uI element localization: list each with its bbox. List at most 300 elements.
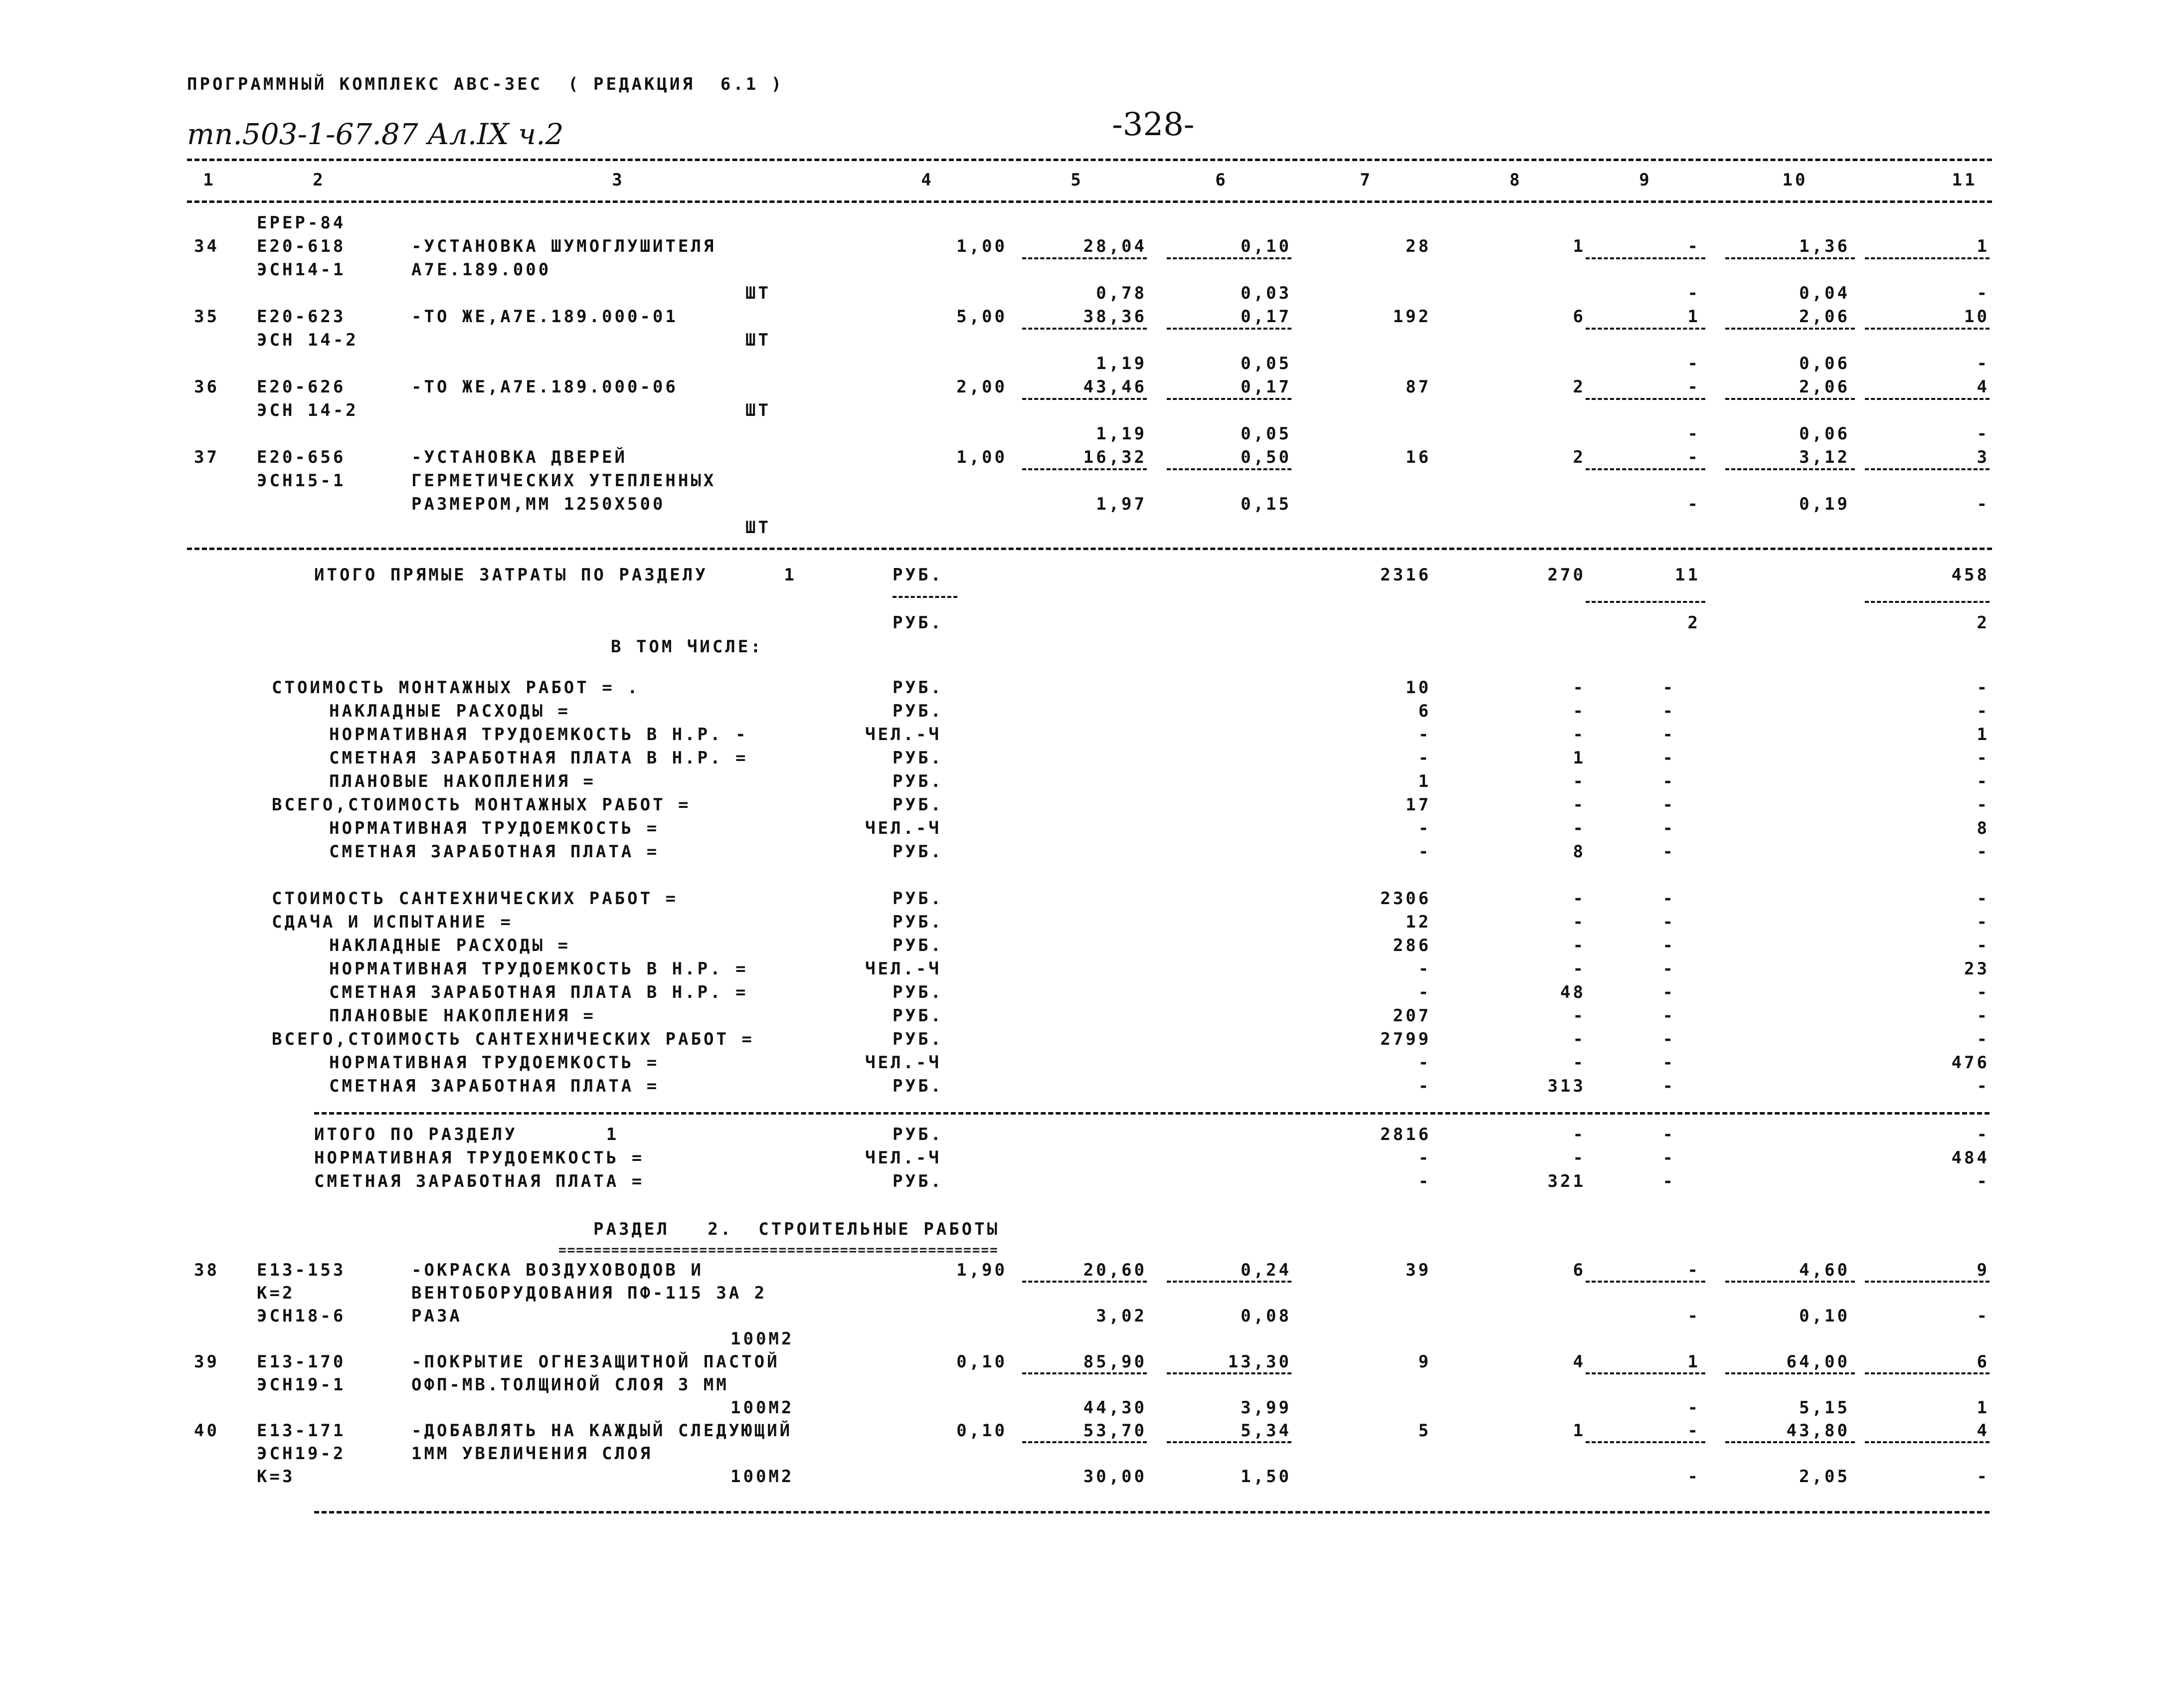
item-row-s2-description: 1ММ УВЕЛИЧЕНИЯ СЛОЯ	[411, 1444, 653, 1464]
item-row-s2-col9-divider	[1586, 1281, 1705, 1283]
summary-col11: -	[1977, 771, 1990, 791]
item-row-col6: 0,05	[1241, 424, 1291, 444]
item-row-col6: 0,17	[1241, 307, 1291, 327]
item-row-col5: 1,19	[1096, 354, 1147, 374]
section-total-col11: 484	[1951, 1148, 1990, 1168]
item-row-col6: 0,17	[1241, 377, 1291, 397]
direct-costs-unit-2: РУБ.	[893, 613, 943, 633]
item-row-col9-divider	[1586, 328, 1705, 330]
summary-unit: РУБ.	[893, 795, 943, 815]
summary-col8: -	[1573, 1053, 1586, 1073]
item-row-col4: 1,00	[956, 447, 1007, 467]
summary-col7: 286	[1393, 936, 1431, 955]
item-row-s2-description: 100М2	[730, 1398, 794, 1418]
item-row-s2-col11: 6	[1977, 1352, 1990, 1372]
summary-col9: -	[1662, 889, 1675, 909]
item-row-s2-col8: 4	[1573, 1352, 1586, 1372]
column-header-5: 5	[1071, 170, 1084, 190]
item-row-s2-col11: -	[1977, 1467, 1990, 1487]
summary-label: НАКЛАДНЫЕ РАСХОДЫ =	[329, 701, 570, 721]
section-total-label: СМЕТНАЯ ЗАРАБОТНАЯ ПЛАТА =	[314, 1171, 645, 1191]
item-row-code: Е20-656	[257, 447, 346, 467]
direct-costs-col9: 11	[1675, 565, 1700, 585]
summary-label: СМЕТНАЯ ЗАРАБОТНАЯ ПЛАТА =	[329, 842, 660, 862]
summary-label: СМЕТНАЯ ЗАРАБОТНАЯ ПЛАТА В Н.Р. =	[329, 748, 748, 768]
summary-col7: -	[1418, 1076, 1431, 1096]
section-total-col8: -	[1573, 1125, 1586, 1144]
summary-col8: -	[1573, 959, 1586, 979]
summary-col9: -	[1662, 936, 1675, 955]
item-row-col11-divider	[1865, 468, 1990, 470]
summary-col11: -	[1977, 1029, 1990, 1049]
item-row-s2-col7: 39	[1406, 1260, 1431, 1280]
item-row-s2-description: -ПОКРЫТИЕ ОГНЕЗАЩИТНОЙ ПАСТОЙ	[411, 1352, 780, 1372]
summary-col11: -	[1977, 1076, 1990, 1096]
item-row-s2-col10: 2,05	[1799, 1467, 1850, 1487]
section-total-col9: -	[1662, 1148, 1675, 1168]
item-row-col9-divider	[1586, 257, 1705, 259]
item-row-s2-code: Е13-170	[257, 1352, 346, 1372]
item-row-s2-col9: -	[1687, 1467, 1700, 1487]
item-row-col6: 0,03	[1241, 283, 1291, 303]
item-row-s2-col11-divider	[1865, 1281, 1990, 1283]
summary-unit: РУБ.	[893, 1076, 943, 1096]
summary-col8: -	[1573, 795, 1586, 815]
page-number: -328-	[1112, 106, 1195, 143]
summary-col11: 476	[1951, 1053, 1990, 1073]
item-row-s2-col10: 0,10	[1799, 1306, 1850, 1326]
item-row-s2-col10-divider	[1725, 1441, 1855, 1443]
summary-col8: -	[1573, 818, 1586, 838]
summary-col9: -	[1662, 959, 1675, 979]
summary-col9: -	[1662, 842, 1675, 862]
item-row-s2-col9-divider	[1586, 1372, 1705, 1374]
item-row-s2-col11: 9	[1977, 1260, 1990, 1280]
item-row-no: 37	[194, 447, 219, 467]
summary-col8: -	[1573, 912, 1586, 932]
item-row-s2-col9: 1	[1687, 1352, 1700, 1372]
section-total-label: НОРМАТИВНАЯ ТРУДОЕМКОСТЬ =	[314, 1148, 645, 1168]
summary-unit: РУБ.	[893, 678, 943, 698]
summary-col8: -	[1573, 1029, 1586, 1049]
item-row-col5: 16,32	[1083, 447, 1147, 467]
item-row-s2-col11: 1	[1977, 1398, 1990, 1418]
item-row-s2-col10: 43,80	[1786, 1421, 1850, 1441]
item-row-no: 34	[194, 236, 219, 256]
unit-underline	[893, 596, 957, 598]
item-row-s2-description: ВЕНТОБОРУДОВАНИЯ ПФ-115 ЗА 2	[411, 1283, 767, 1303]
item-row-s2-code: Е13-171	[257, 1421, 346, 1441]
summary-col7: -	[1418, 959, 1431, 979]
item-row-col7: 87	[1406, 377, 1431, 397]
column-header-6: 6	[1215, 170, 1228, 190]
item-row-description: -ТО ЖЕ,А7Е.189.000-06	[411, 377, 678, 397]
item-row-code: ЭСН 14-2	[257, 330, 359, 350]
summary-unit: РУБ.	[893, 1006, 943, 1026]
item-row-s2-col5: 30,00	[1083, 1467, 1147, 1487]
item-row-s2-code: Е13-153	[257, 1260, 346, 1280]
item-row-col11: 3	[1977, 447, 1990, 467]
item-row-s2-col4: 1,90	[956, 1260, 1007, 1280]
summary-col8: -	[1573, 936, 1586, 955]
item-row-s2-code: К=3	[257, 1467, 295, 1487]
summary-col7: 2799	[1380, 1029, 1431, 1049]
item-row-s2-description: -ДОБАВЛЯТЬ НА КАЖДЫЙ СЛЕДУЮЩИЙ	[411, 1421, 793, 1441]
column-header-3: 3	[612, 170, 625, 190]
item-row-s2-col6-divider	[1167, 1441, 1291, 1443]
item-row-col5-divider	[1022, 328, 1147, 330]
item-row-s2-col6: 3,99	[1241, 1398, 1291, 1418]
summary-col7: -	[1418, 982, 1431, 1002]
item-row-col9: -	[1687, 236, 1700, 256]
item-row-s2-col9-divider	[1586, 1441, 1705, 1443]
section-total-unit: РУБ.	[893, 1171, 943, 1191]
summary-label: НОРМАТИВНАЯ ТРУДОЕМКОСТЬ В Н.Р. -	[329, 725, 748, 745]
item-row-col11: 10	[1964, 307, 1990, 327]
item-row-col6-divider	[1167, 398, 1291, 400]
item-row-description: ШТ	[745, 330, 771, 350]
summary-label: ВСЕГО,СТОИМОСТЬ САНТЕХНИЧЕСКИХ РАБОТ =	[272, 1029, 754, 1049]
item-row-s2-col10-divider	[1725, 1281, 1855, 1283]
item-row-col9: -	[1687, 447, 1700, 467]
item-row-s2-description: 100М2	[730, 1467, 794, 1487]
item-row-col8: 1	[1573, 236, 1586, 256]
summary-col8: 1	[1573, 748, 1586, 768]
item-row-s2-col11-divider	[1865, 1372, 1990, 1374]
section-total-unit: РУБ.	[893, 1125, 943, 1144]
direct-costs-unit: РУБ.	[893, 565, 943, 585]
item-row-s2-col5-divider	[1022, 1441, 1147, 1443]
item-row-col9: -	[1687, 283, 1700, 303]
direct-costs-col8: 270	[1547, 565, 1586, 585]
item-row-s2-col10-divider	[1725, 1372, 1855, 1374]
item-row-s2-description: ОФП-МВ.ТОЛЩИНОЙ СЛОЯ 3 ММ	[411, 1375, 729, 1395]
summary-unit: ЧЕЛ.-Ч	[865, 725, 941, 745]
section-total-col7: -	[1418, 1148, 1431, 1168]
summary-col11: -	[1977, 678, 1990, 698]
section-total-label: ИТОГО ПО РАЗДЕЛУ 1	[314, 1125, 619, 1144]
item-row-col7: 16	[1406, 447, 1431, 467]
item-row-col4: 5,00	[956, 307, 1007, 327]
item-row-col7: 28	[1406, 236, 1431, 256]
summary-col9: -	[1662, 1006, 1675, 1026]
column-header-9: 9	[1639, 170, 1652, 190]
item-row-col7: 192	[1393, 307, 1431, 327]
item-row-col9: -	[1687, 354, 1700, 374]
summary-col11: -	[1977, 982, 1990, 1002]
summary-label: ПЛАНОВЫЕ НАКОПЛЕНИЯ =	[329, 771, 596, 791]
summary-label: СМЕТНАЯ ЗАРАБОТНАЯ ПЛАТА В Н.Р. =	[329, 982, 748, 1002]
summary-col11: 8	[1977, 818, 1990, 838]
section-total-col8: 321	[1547, 1171, 1586, 1191]
summary-unit: РУБ.	[893, 936, 943, 955]
item-row-col9: -	[1687, 424, 1700, 444]
item-row-col5-divider	[1022, 257, 1147, 259]
summary-col11: -	[1977, 842, 1990, 862]
item-row-col9-divider	[1586, 468, 1705, 470]
summary-col7: 12	[1406, 912, 1431, 932]
item-row-description: ШТ	[745, 400, 771, 420]
summary-col7: -	[1418, 1053, 1431, 1073]
item-row-col9: -	[1687, 377, 1700, 397]
including-label: В ТОМ ЧИСЛЕ:	[611, 637, 763, 657]
item-row-s2-no: 39	[194, 1352, 219, 1372]
item-row-s2-col5-divider	[1022, 1281, 1147, 1283]
item-row-col8: 6	[1573, 307, 1586, 327]
item-row-s2-col6-divider	[1167, 1281, 1291, 1283]
column-header-1: 1	[203, 170, 216, 190]
col11-underline	[1865, 601, 1990, 603]
bottom-rule	[314, 1511, 1990, 1514]
item-row-col6-divider	[1167, 468, 1291, 470]
item-row-col5: 38,36	[1083, 307, 1147, 327]
section-total-col7: 2816	[1380, 1125, 1431, 1144]
item-row-s2-col4: 0,10	[956, 1352, 1007, 1372]
header-rule	[187, 200, 1992, 203]
item-row-s2-col6-divider	[1167, 1372, 1291, 1374]
item-row-col9: 1	[1687, 307, 1700, 327]
summary-label: ВСЕГО,СТОИМОСТЬ МОНТАЖНЫХ РАБОТ =	[272, 795, 691, 815]
item-row-col11: -	[1977, 354, 1990, 374]
summary-col9: -	[1662, 678, 1675, 698]
section-2-title: РАЗДЕЛ 2. СТРОИТЕЛЬНЫЕ РАБОТЫ	[593, 1219, 1000, 1239]
item-row-col5: 43,46	[1083, 377, 1147, 397]
item-row-col10: 2,06	[1799, 307, 1850, 327]
item-row-s2-col8: 6	[1573, 1260, 1586, 1280]
summary-col8: -	[1573, 725, 1586, 745]
summary-label: СТОИМОСТЬ САНТЕХНИЧЕСКИХ РАБОТ =	[272, 889, 679, 909]
item-row-col6-divider	[1167, 257, 1291, 259]
item-row-col6: 0,15	[1241, 494, 1291, 514]
item-row-code: ЭСН14-1	[257, 260, 346, 280]
summary-rule	[314, 1112, 1990, 1115]
item-row-s2-col5-divider	[1022, 1372, 1147, 1374]
item-row-description: -УСТАНОВКА ДВЕРЕЙ	[411, 447, 627, 467]
summary-col11: -	[1977, 936, 1990, 955]
item-row-description: ШТ	[745, 518, 771, 538]
summary-col9: -	[1662, 818, 1675, 838]
item-row-col10-divider	[1725, 328, 1855, 330]
summary-col7: -	[1418, 842, 1431, 862]
item-row-col11: 4	[1977, 377, 1990, 397]
item-row-s2-col6: 13,30	[1228, 1352, 1291, 1372]
summary-col9: -	[1662, 725, 1675, 745]
item-row-no: 36	[194, 377, 219, 397]
item-row-s2-description: -ОКРАСКА ВОЗДУХОВОДОВ И	[411, 1260, 704, 1280]
section-total-col7: -	[1418, 1171, 1431, 1191]
summary-col11: -	[1977, 889, 1990, 909]
direct-costs-label: ИТОГО ПРЯМЫЕ ЗАТРАТЫ ПО РАЗДЕЛУ 1	[314, 565, 797, 585]
item-row-col5: 0,78	[1096, 283, 1147, 303]
item-row-s2-col5: 53,70	[1083, 1421, 1147, 1441]
item-row-col11-divider	[1865, 328, 1990, 330]
summary-col11: -	[1977, 795, 1990, 815]
item-row-s2-col7: 9	[1418, 1352, 1431, 1372]
summary-col8: 313	[1547, 1076, 1586, 1096]
direct-costs-col11-b: 2	[1977, 613, 1990, 633]
item-row-code: ЕРЕР-84	[257, 213, 346, 233]
item-row-col9: -	[1687, 494, 1700, 514]
item-row-s2-col5: 20,60	[1083, 1260, 1147, 1280]
item-row-s2-col7: 5	[1418, 1421, 1431, 1441]
summary-unit: ЧЕЛ.-Ч	[865, 818, 941, 838]
summary-col8: 48	[1560, 982, 1586, 1002]
section-total-col8: -	[1573, 1148, 1586, 1168]
section-total-unit: ЧЕЛ.-Ч	[865, 1148, 941, 1168]
column-header-2: 2	[313, 170, 326, 190]
section-total-col11: -	[1977, 1171, 1990, 1191]
summary-unit: РУБ.	[893, 982, 943, 1002]
summary-unit: РУБ.	[893, 889, 943, 909]
summary-label: СДАЧА И ИСПЫТАНИЕ =	[272, 912, 513, 932]
summary-unit: РУБ.	[893, 771, 943, 791]
item-row-description: РАЗМЕРОМ,ММ 1250Х500	[411, 494, 666, 514]
item-row-s2-col6: 0,24	[1241, 1260, 1291, 1280]
direct-costs-col11: 458	[1951, 565, 1990, 585]
section-total-col9: -	[1662, 1171, 1675, 1191]
item-row-s2-col4: 0,10	[956, 1421, 1007, 1441]
summary-unit: ЧЕЛ.-Ч	[865, 1053, 941, 1073]
summary-label: ПЛАНОВЫЕ НАКОПЛЕНИЯ =	[329, 1006, 596, 1026]
summary-col11: 23	[1964, 959, 1990, 979]
item-row-s2-col9: -	[1687, 1306, 1700, 1326]
item-row-no: 35	[194, 307, 219, 327]
item-row-col10: 0,19	[1799, 494, 1850, 514]
item-row-col8: 2	[1573, 377, 1586, 397]
item-row-s2-code: ЭСН19-2	[257, 1444, 346, 1464]
summary-col8: -	[1573, 889, 1586, 909]
summary-col9: -	[1662, 701, 1675, 721]
item-row-description: -УСТАНОВКА ШУМОГЛУШИТЕЛЯ	[411, 236, 717, 256]
summary-label: СТОИМОСТЬ МОНТАЖНЫХ РАБОТ = .	[272, 678, 640, 698]
item-row-col10: 1,36	[1799, 236, 1850, 256]
summary-col8: -	[1573, 701, 1586, 721]
summary-col7: 207	[1393, 1006, 1431, 1026]
summary-col9: -	[1662, 1053, 1675, 1073]
item-row-col10: 0,06	[1799, 354, 1850, 374]
item-row-col5: 28,04	[1083, 236, 1147, 256]
item-row-col6: 0,10	[1241, 236, 1291, 256]
summary-unit: РУБ.	[893, 701, 943, 721]
item-row-s2-col5: 3,02	[1096, 1306, 1147, 1326]
direct-costs-col9-b: 2	[1687, 613, 1700, 633]
direct-costs-col7: 2316	[1380, 565, 1431, 585]
summary-col9: -	[1662, 795, 1675, 815]
column-header-10: 10	[1782, 170, 1808, 190]
summary-col9: -	[1662, 982, 1675, 1002]
summary-unit: РУБ.	[893, 748, 943, 768]
item-row-col11: -	[1977, 283, 1990, 303]
item-row-col10: 2,06	[1799, 377, 1850, 397]
top-rule	[187, 159, 1992, 161]
summary-col7: 6	[1418, 701, 1431, 721]
item-row-s2-description: 100М2	[730, 1329, 794, 1349]
summary-col11: -	[1977, 748, 1990, 768]
section-2-underline: ==================================================	[558, 1243, 999, 1258]
item-row-s2-col5: 44,30	[1083, 1398, 1147, 1418]
item-row-col5: 1,19	[1096, 424, 1147, 444]
summary-label: НОРМАТИВНАЯ ТРУДОЕМКОСТЬ =	[329, 818, 660, 838]
item-row-col10-divider	[1725, 257, 1855, 259]
item-row-col5: 1,97	[1096, 494, 1147, 514]
program-title: ПРОГРАММНЫЙ КОМПЛЕКС АВС-3ЕС ( РЕДАКЦИЯ 6.1 )	[187, 74, 784, 94]
summary-col11: -	[1977, 1006, 1990, 1026]
item-row-col11: -	[1977, 494, 1990, 514]
item-row-s2-code: ЭСН18-6	[257, 1306, 346, 1326]
item-row-col6: 0,50	[1241, 447, 1291, 467]
item-row-s2-code: ЭСН19-1	[257, 1375, 346, 1395]
summary-col9: -	[1662, 1076, 1675, 1096]
summary-col7: -	[1418, 818, 1431, 838]
item-row-s2-col10: 64,00	[1786, 1352, 1850, 1372]
summary-col9: -	[1662, 1029, 1675, 1049]
summary-col7: 17	[1406, 795, 1431, 815]
item-row-s2-col10: 4,60	[1799, 1260, 1850, 1280]
item-row-s2-col9: -	[1687, 1421, 1700, 1441]
item-row-code: Е20-618	[257, 236, 346, 256]
item-row-code: Е20-623	[257, 307, 346, 327]
item-row-s2-no: 40	[194, 1421, 219, 1441]
summary-label: СМЕТНАЯ ЗАРАБОТНАЯ ПЛАТА =	[329, 1076, 660, 1096]
item-row-s2-col8: 1	[1573, 1421, 1586, 1441]
item-row-col9-divider	[1586, 398, 1705, 400]
summary-unit: РУБ.	[893, 1029, 943, 1049]
column-header-4: 4	[921, 170, 934, 190]
section-total-col9: -	[1662, 1125, 1675, 1144]
item-row-s2-col6: 0,08	[1241, 1306, 1291, 1326]
item-row-col6-divider	[1167, 328, 1291, 330]
summary-col7: -	[1418, 748, 1431, 768]
column-header-11: 11	[1952, 170, 1978, 190]
summary-col7: 2306	[1380, 889, 1431, 909]
summary-col8: 8	[1573, 842, 1586, 862]
item-row-code: ЭСН 14-2	[257, 400, 359, 420]
summary-unit: РУБ.	[893, 842, 943, 862]
item-row-col10: 0,06	[1799, 424, 1850, 444]
summary-unit: ЧЕЛ.-Ч	[865, 959, 941, 979]
section-total-col11: -	[1977, 1125, 1990, 1144]
item-row-s2-col10: 5,15	[1799, 1398, 1850, 1418]
summary-col9: -	[1662, 912, 1675, 932]
item-row-s2-col6: 5,34	[1241, 1421, 1291, 1441]
summary-col8: -	[1573, 678, 1586, 698]
item-row-col5-divider	[1022, 468, 1147, 470]
item-row-s2-col11-divider	[1865, 1441, 1990, 1443]
summary-col11: 1	[1977, 725, 1990, 745]
column-header-8: 8	[1509, 170, 1522, 190]
item-row-col6: 0,05	[1241, 354, 1291, 374]
item-row-description: ГЕРМЕТИЧЕСКИХ УТЕПЛЕННЫХ	[411, 471, 717, 491]
item-row-s2-col11: -	[1977, 1306, 1990, 1326]
item-row-col11: -	[1977, 424, 1990, 444]
item-row-description: ШТ	[745, 283, 771, 303]
item-row-col10-divider	[1725, 468, 1855, 470]
item-row-s2-col9: -	[1687, 1398, 1700, 1418]
item-row-s2-code: К=2	[257, 1283, 295, 1303]
section-1-items-rule	[187, 548, 1992, 550]
item-row-description: А7Е.189.000	[411, 260, 551, 280]
item-row-s2-description: РАЗА	[411, 1306, 462, 1326]
item-row-code: ЭСН15-1	[257, 471, 346, 491]
document-reference: тп.503-1-67.87 Ал.IX ч.2	[187, 117, 564, 151]
item-row-description: -ТО ЖЕ,А7Е.189.000-01	[411, 307, 678, 327]
summary-col9: -	[1662, 748, 1675, 768]
item-row-col11-divider	[1865, 257, 1990, 259]
item-row-col11-divider	[1865, 398, 1990, 400]
summary-col8: -	[1573, 771, 1586, 791]
summary-label: НОРМАТИВНАЯ ТРУДОЕМКОСТЬ =	[329, 1053, 660, 1073]
item-row-s2-no: 38	[194, 1260, 219, 1280]
